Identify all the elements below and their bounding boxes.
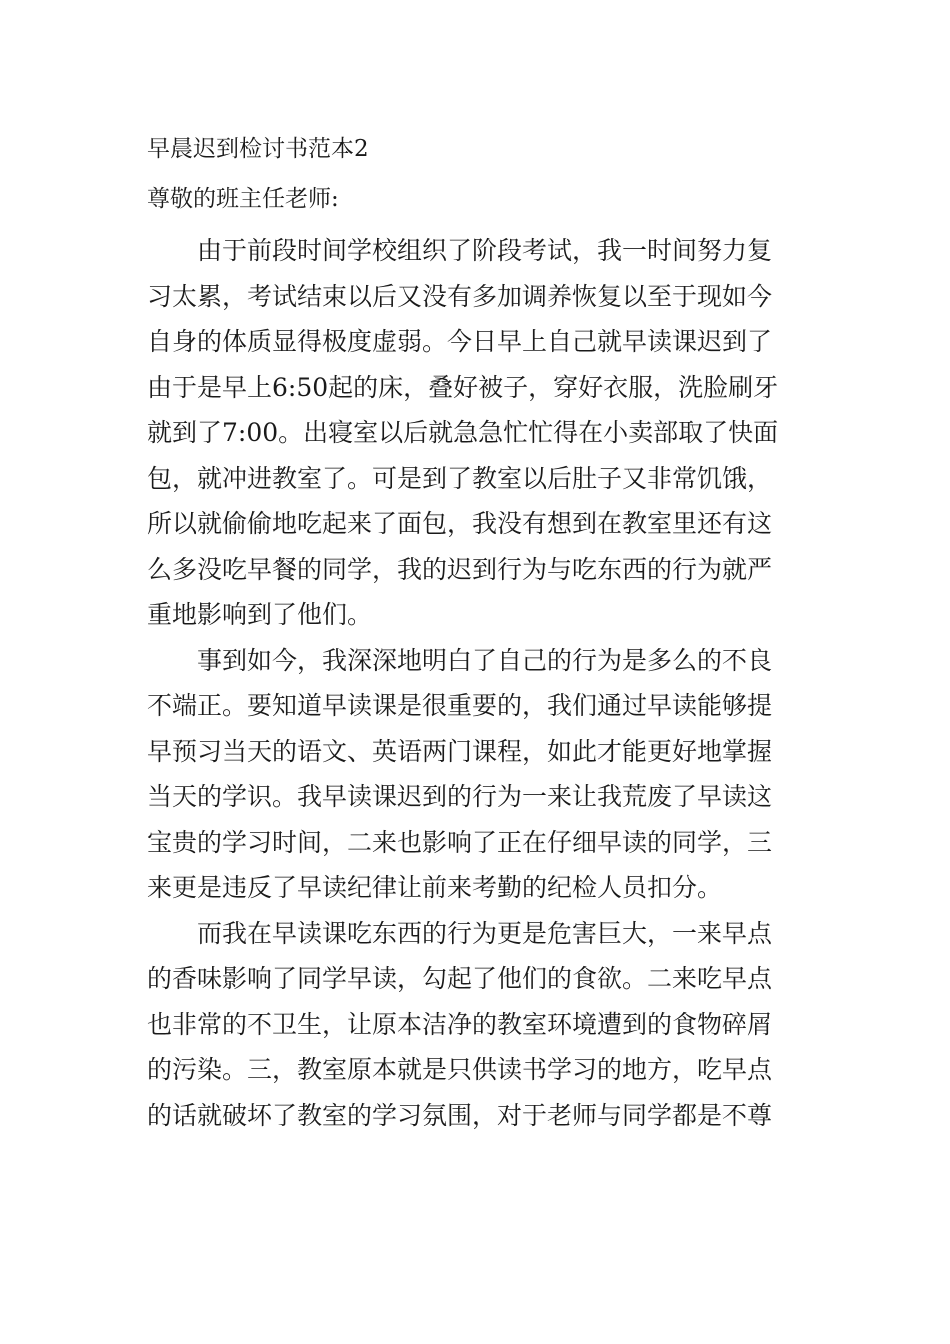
- paragraph-1: [147, 228, 807, 638]
- text-line: 宝贵的学习时间，二来也影响了正在仔细早读的同学，三: [147, 827, 773, 857]
- text-line: 由于是早上6:50起的床，叠好被子，穿好衣服，洗脸刷牙: [147, 372, 779, 402]
- text-line: 来更是违反了早读纪律让前来考勤的纪检人员扣分。: [147, 873, 723, 902]
- text-line: 早预习当天的语文、英语两门课程，如此才能更好地掌握: [147, 736, 773, 766]
- text-line: 不端正。要知道早读课是很重要的，我们通过早读能够提: [147, 691, 773, 720]
- text-line: 当天的学识。我早读课迟到的行为一来让我荒废了早读这: [147, 782, 773, 811]
- document-title: 早晨迟到检讨书范本2: [147, 136, 369, 162]
- paragraph-3: [147, 911, 807, 1139]
- text-line: 由于前段时间学校组织了阶段考试，我一时间努力复: [197, 236, 773, 265]
- text-line: 就到了7:00。出寝室以后就急急忙忙得在小卖部取了快面: [147, 418, 779, 447]
- text-line: 习太累，考试结束以后又没有多加调养恢复以至于现如今: [147, 281, 773, 311]
- salutation: 尊敬的班主任老师:: [147, 186, 339, 212]
- text-line: 所以就偷偷地吃起来了面包，我没有想到在教室里还有这: [147, 509, 773, 538]
- text-line: 事到如今，我深深地明白了自己的行为是多么的不良: [197, 645, 773, 675]
- text-line: 自身的体质显得极度虚弱。今日早上自己就早读课迟到了: [147, 327, 773, 356]
- text-line: 么多没吃早餐的同学，我的迟到行为与吃东西的行为就严: [147, 554, 773, 584]
- text-line: 的话就破坏了教室的学习氛围，对于老师与同学都是不尊: [147, 1100, 773, 1130]
- text-line: 重地影响到了他们。: [147, 600, 373, 629]
- text-line: 而我在早读课吃东西的行为更是危害巨大，一来早点: [197, 918, 773, 948]
- document-body: [147, 228, 807, 1138]
- paragraph-2: [147, 638, 807, 911]
- text-line: 也非常的不卫生，让原本洁净的教室环境遭到的食物碎屑: [147, 1009, 773, 1039]
- text-line: 的香味影响了同学早读，勾起了他们的食欲。二来吃早点: [147, 964, 773, 993]
- text-line: 的污染。三，教室原本就是只供读书学习的地方，吃早点: [147, 1055, 773, 1084]
- text-line: 包，就冲进教室了。可是到了教室以后肚子又非常饥饿，: [147, 463, 773, 493]
